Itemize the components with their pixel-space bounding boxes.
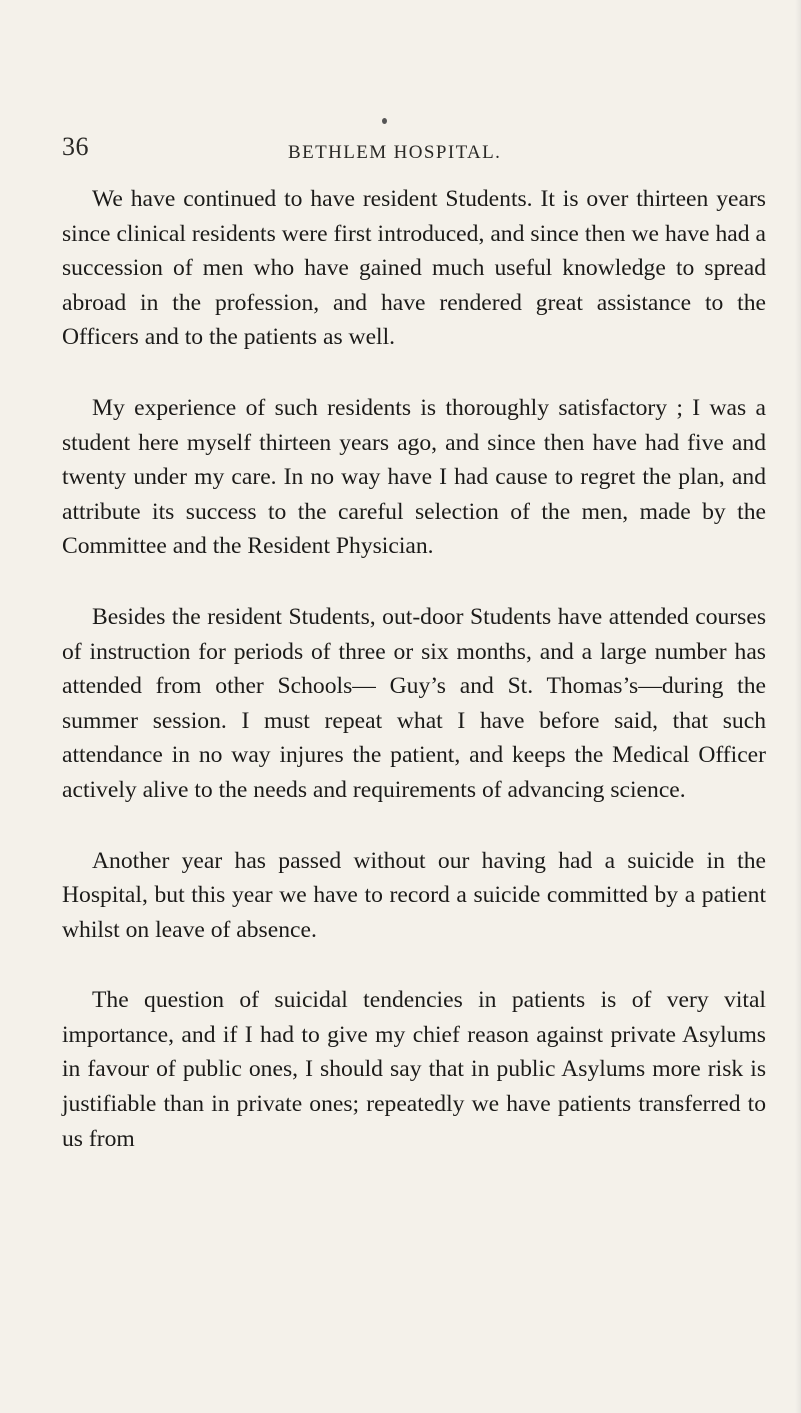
paragraph-suicidal-tendencies: The question of suicidal tendencies in patients is of very vital importance, and if I had to give my chief reason against private Asylums in favour of public ones, I should say that in public Asylums more risk is justifiable than in private ones; repeatedly we have patients transferred to us from <box>62 987 766 1152</box>
paragraph-experience: My experience of such residents is thoroughly satisfactory ; I was a student here myself thirteen years ago, and since then have had five and twenty under my care. In no way have I had cause to regret the plan, and attribute its success to the careful selection of the men, made by the Committee and the Resident Physician. <box>62 394 766 560</box>
body-text <box>62 182 766 1192</box>
page-header <box>62 132 762 172</box>
paragraph-suicide-record: Another year has passed without our having had a suicide in the Hospital, but this year we have to record a suicide committed by a patient whilst on leave of absence. <box>62 847 766 943</box>
running-title: BETHLEM HOSPITAL. <box>288 142 502 163</box>
page-number: 36 <box>62 132 89 161</box>
paragraph-resident-students: We have continued to have resident Students. It is over thirteen years since clinical residents were first introduced, and since then we have had a succession of men who have gained much useful knowledge to spread abroad in the profession, and have rendered great assistance to the Officers and to the patients as well. <box>62 186 766 351</box>
paragraph-out-door-students: Besides the resident Students, out-door Students have attended courses of instruction for periods of three or six months, and a large number has attended from other Schools— Guy’s and St. Thomas’s—during the summer session. I must repeat what I have before said, that such attendance in no way injures the patient, and keeps the Medical Officer actively alive to the needs and requirements of advancing science. <box>62 603 766 803</box>
ink-speck <box>382 118 387 124</box>
scan-edge-shadow <box>795 0 801 1413</box>
